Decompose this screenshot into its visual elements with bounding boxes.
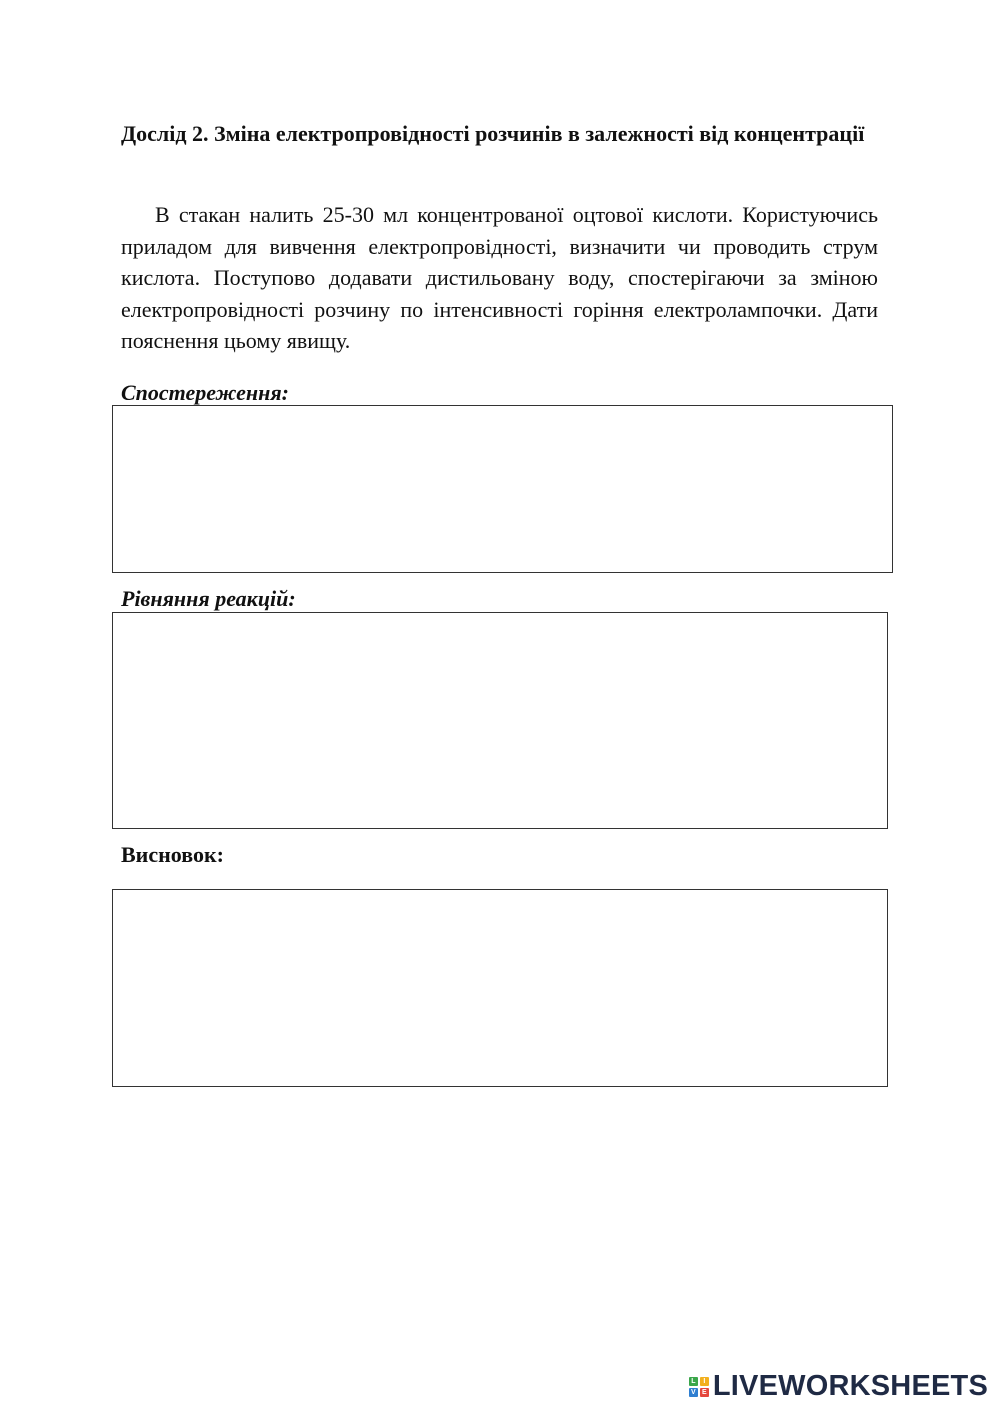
equations-answer-box[interactable] xyxy=(112,612,888,829)
equations-label: Рівняння реакцій: xyxy=(121,586,296,611)
logo-letter-l: L xyxy=(689,1377,698,1386)
logo-letter-v: V xyxy=(689,1388,698,1397)
liveworksheets-logo xyxy=(689,1370,988,1403)
liveworksheets-logo-text: LIVEWORKSHEETS xyxy=(712,1370,988,1402)
experiment-heading: Дослід 2. Зміна електропровідності розчинів в залежності від концентрації xyxy=(121,121,865,146)
conclusion-answer-box[interactable] xyxy=(112,889,888,1087)
liveworksheets-logo-icon xyxy=(689,1377,709,1397)
conclusion-label: Висновок: xyxy=(121,842,224,867)
logo-letter-i: I xyxy=(700,1377,709,1386)
logo-letter-e: E xyxy=(700,1388,709,1397)
observations-label: Спостереження: xyxy=(121,380,289,405)
observations-answer-box[interactable] xyxy=(112,405,893,573)
experiment-instructions: В стакан налить 25-30 мл концентрованої оцтової кислоти. Користуючись приладом для вивчення електропровідності, визначити чи проводить струм кислота. Поступово додавати дистильовану воду, спостерігаючи за зміною електропровідності розчину по інтенсивності горіння електролампочки. Дати пояснення цьому явищу. xyxy=(121,202,878,353)
